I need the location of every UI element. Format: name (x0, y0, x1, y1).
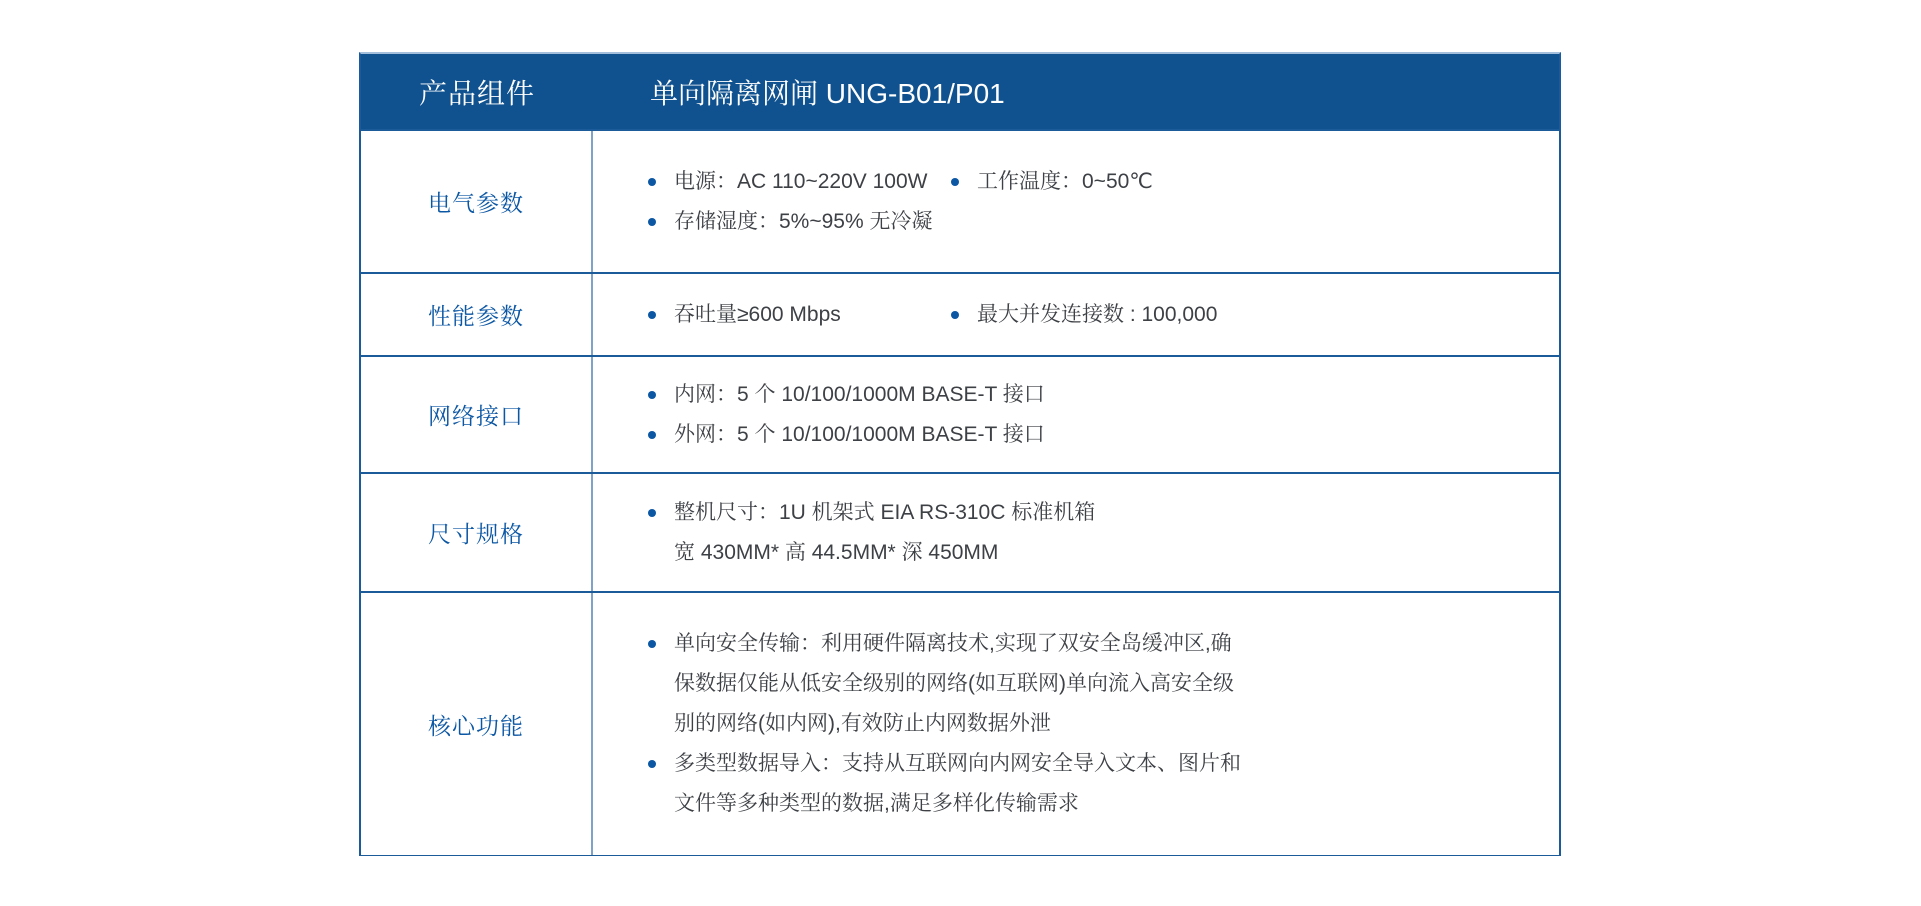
table-header-row (361, 54, 1559, 129)
spec-text: 整机尺寸：1U 机架式 EIA RS-310C 标准机箱 (674, 500, 1096, 524)
bullet-icon (951, 162, 977, 186)
table-row-electrical (361, 129, 1559, 272)
bullet-icon (648, 202, 674, 226)
spec-text: 存储湿度：5%~95% 无冷凝 (674, 209, 933, 233)
spec-item (648, 493, 1529, 573)
bullet-icon (648, 744, 674, 768)
product-spec-table (359, 52, 1561, 856)
spec-item (951, 295, 1529, 335)
row-content-electrical (593, 131, 1559, 272)
row-content-core-functions (593, 593, 1559, 855)
spec-text: 外网：5 个 10/100/1000M BASE-T 接口 (674, 422, 1045, 446)
bullet-icon (648, 493, 674, 517)
spec-text: 保数据仅能从低安全级别的网络(如互联网)单向流入高安全级 (674, 672, 1234, 695)
spec-item (648, 375, 1529, 415)
spec-text: 单向安全传输：利用硬件隔离技术,实现了双安全岛缓冲区,确 (674, 632, 1232, 655)
spec-item (648, 744, 1529, 824)
spec-text: 内网：5 个 10/100/1000M BASE-T 接口 (674, 382, 1045, 406)
bullet-icon (648, 624, 674, 648)
spec-item (648, 295, 951, 335)
row-content-network (593, 357, 1559, 472)
table-row-core-functions (361, 591, 1559, 855)
header-product-title: 单向隔离网闸 UNG-B01/P01 (650, 77, 1005, 109)
row-label-network: 网络接口 (361, 357, 593, 472)
spec-text: 电源：AC 110~220V 100W (674, 169, 928, 193)
table-row-dimensions (361, 472, 1559, 591)
spec-item (951, 162, 1529, 202)
table-row-network (361, 355, 1559, 472)
row-content-dimensions (593, 474, 1559, 591)
header-product-column-label: 产品组件 (418, 77, 535, 109)
row-label-electrical: 电气参数 (361, 131, 593, 272)
row-content-performance (593, 274, 1559, 355)
row-label-core-functions: 核心功能 (361, 593, 593, 855)
bullet-icon (648, 375, 674, 399)
spec-text: 工作温度：0~50℃ (977, 169, 1153, 193)
spec-text: 多类型数据导入：支持从互联网向内网安全导入文本、图片和 (674, 752, 1241, 775)
bullet-icon (648, 295, 674, 319)
spec-item (648, 415, 1529, 455)
spec-text: 宽 430MM* 高 44.5MM* 深 450MM (674, 540, 999, 564)
table-row-performance (361, 272, 1559, 355)
row-label-performance: 性能参数 (361, 274, 593, 355)
row-label-dimensions: 尺寸规格 (361, 474, 593, 591)
spec-text: 别的网络(如内网),有效防止内网数据外泄 (674, 712, 1051, 735)
spec-item (648, 624, 1529, 744)
spec-item (648, 202, 951, 242)
bullet-icon (648, 415, 674, 439)
spec-text: 文件等多种类型的数据,满足多样化传输需求 (674, 792, 1079, 815)
spec-item (648, 162, 951, 202)
bullet-icon (951, 295, 977, 319)
spec-text: 最大并发连接数 : 100,000 (977, 302, 1218, 326)
spec-text: 吞吐量≥600 Mbps (674, 302, 841, 326)
bullet-icon (648, 162, 674, 186)
